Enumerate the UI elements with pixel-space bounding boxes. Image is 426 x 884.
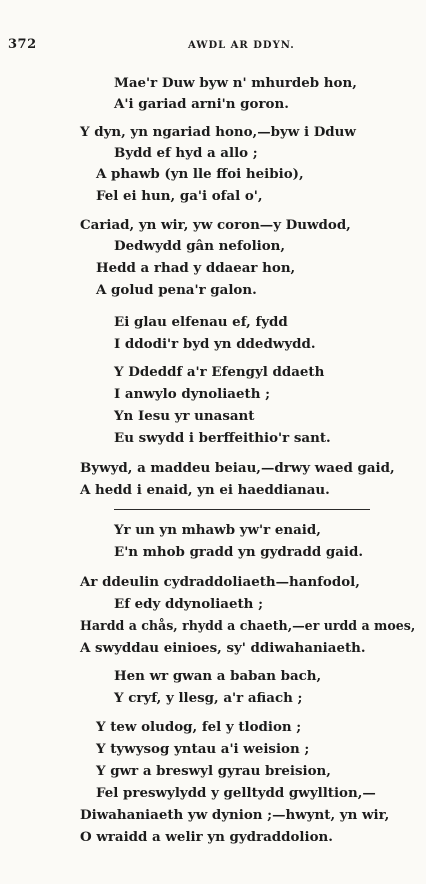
verse-line: Hedd a rhad y ddaear hon, — [96, 260, 296, 276]
verse-line: Mae'r Duw byw n' mhurdeb hon, — [114, 75, 357, 91]
verse-line: Cariad, yn wir, yw coron—y Duwdod, — [80, 217, 351, 233]
verse-line: A golud pena'r galon. — [96, 282, 257, 298]
verse-line: A'i gariad arni'n goron. — [114, 96, 289, 112]
verse-line: Y gwr a breswyl gyrau breision, — [96, 763, 331, 779]
verse-line: Y Ddeddf a'r Efengyl ddaeth — [114, 364, 325, 380]
verse-line: I ddodi'r byd yn ddedwydd. — [114, 336, 316, 352]
verse-line: Bydd ef hyd a allo ; — [114, 145, 258, 161]
verse-line: I anwylo dynoliaeth ; — [114, 386, 271, 402]
verse-line: Fel ei hun, ga'i ofal o', — [96, 188, 263, 204]
verse-line: Y dyn, yn ngariad hono,—byw i Dduw — [80, 124, 356, 140]
verse-line: Yn Iesu yr unasant — [114, 408, 255, 424]
verse-line: Y tywysog yntau a'i weision ; — [96, 741, 310, 757]
verse-line: A hedd i enaid, yn ei haeddianau. — [80, 482, 330, 498]
verse-line: E'n mhob gradd yn gydradd gaid. — [114, 544, 364, 560]
verse-line: Y cryf, y llesg, a'r afiach ; — [114, 690, 303, 706]
verse-line: Hardd a chås, rhydd a chaeth,—er urdd a moes, — [80, 618, 416, 633]
verse-line: Bywyd, a maddeu beiau,—drwy waed gaid, — [80, 460, 395, 476]
verse-line: Ef edy ddynoliaeth ; — [114, 596, 264, 612]
verse-line: Ar ddeulin cydraddoliaeth—hanfodol, — [80, 574, 360, 590]
verse-line: Ei glau elfenau ef, fydd — [114, 314, 288, 330]
verse-line: A swyddau einioes, sy' ddiwahaniaeth. — [80, 640, 366, 656]
verse-line: A phawb (yn lle ffoi heibio), — [96, 166, 304, 182]
verse-line: Yr un yn mhawb yw'r enaid, — [114, 522, 321, 538]
verse-line: Y tew oludog, fel y tlodion ; — [96, 719, 302, 735]
verse-line: Eu swydd i berffeithio'r sant. — [114, 430, 331, 446]
section-divider — [114, 509, 370, 510]
verse-line: Diwahaniaeth yw dynion ;—hwynt, yn wir, — [80, 807, 390, 823]
verse-line: O wraidd a welir yn gydraddolion. — [80, 829, 333, 845]
page-number: 372 — [8, 37, 37, 52]
verse-line: Hen wr gwan a baban bach, — [114, 668, 322, 684]
running-head: AWDL AR DDYN. — [188, 40, 295, 51]
verse-line: Dedwydd gân nefolion, — [114, 238, 286, 254]
verse-line: Fel preswylydd y gelltydd gwylltion,— — [96, 785, 376, 801]
